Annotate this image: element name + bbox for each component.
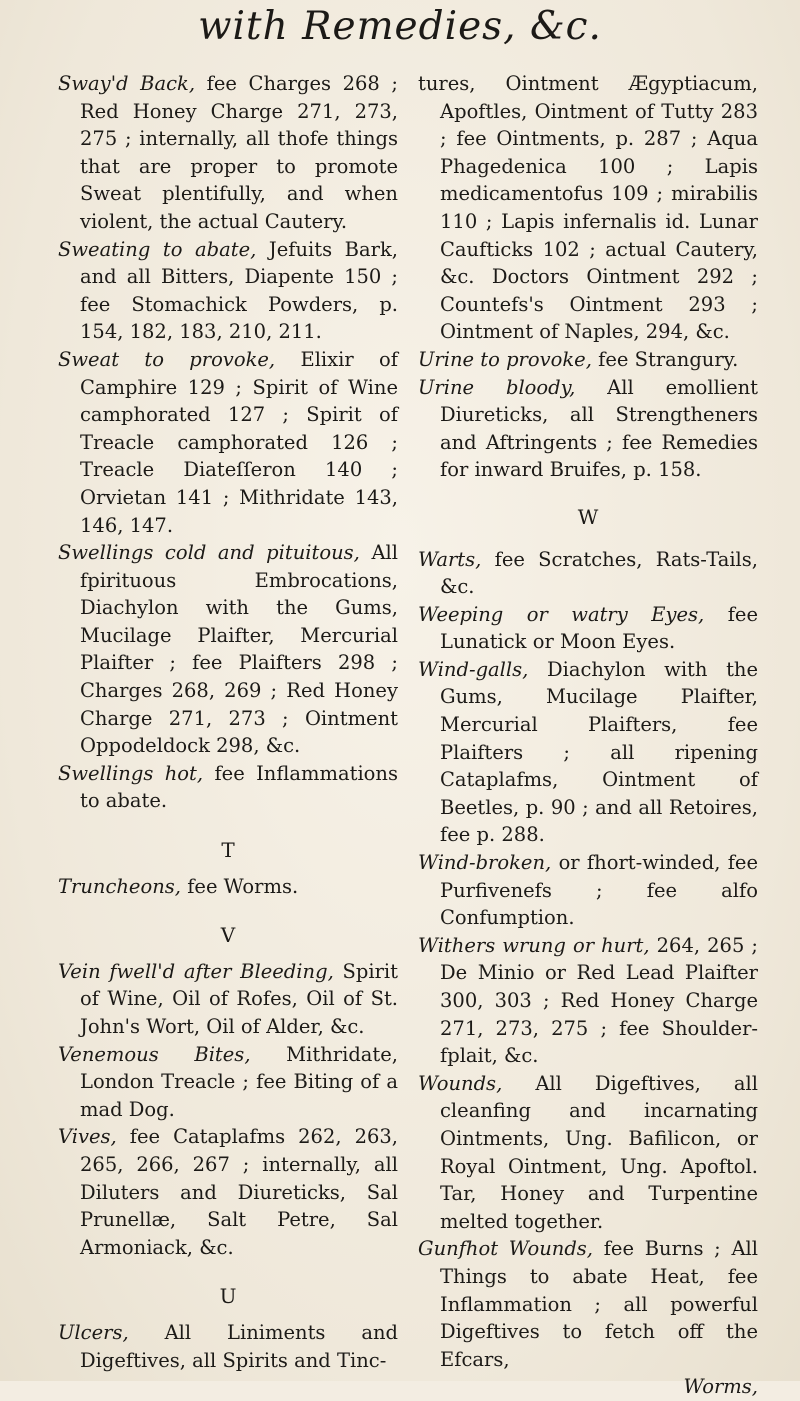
entry-heading: Urine bloody, (418, 375, 576, 399)
index-entry (58, 236, 398, 346)
entry-heading: Venemous Bites, (58, 1042, 251, 1066)
catchword (418, 1373, 758, 1401)
entry-heading: Swellings cold and pituitous, (58, 541, 360, 565)
entry-text: fee Worms. (187, 874, 299, 898)
entry-text: 264, 265 ; De Minio or Red Lead Plaifter 300, 303 ; Red Honey Charge 271, 273, 275 ; fee Shoulder-fplait, &c. (440, 933, 758, 1068)
index-entry (58, 346, 398, 539)
section-letter: W (577, 504, 599, 529)
entry-text: tures, Ointment Ægyptiacum, Apoftles, Ointment of Tutty 283 ; fee Ointments, p. 287 ; Aqua Phagedenica 100 ; Lapis medicamentofus 109 ; mirabilis 110 ; Lapis infernalis id. Lunar Caufticks 102 ; actual Cautery, &c. Doctors Ointment 292 ; Countefs's Ointment 293 ; Ointment of Naples, 294, &c. (418, 72, 758, 344)
entry-text: Spirit of Wine, Oil of Rofes, Oil of St. John's Wort, Oil of Alder, &c. (80, 959, 398, 1038)
entry-text: fee Strangury. (598, 347, 739, 371)
entry-heading: Wind-galls, (418, 657, 529, 681)
entry-text: All emollient Diureticks, all Strengtheners and Aftringents ; fee Remedies for inward Bruifes, p. 158. (440, 375, 758, 482)
entry-text: All fpirituous Embrocations, Diachylon with the Gums, Mucilage Plaifter, Mercurial Plaifter ; fee Plaifters 298 ; Charges 268, 269 ; Red Honey Charge 271, 273 ; Ointment Oppodeldock 298, &c. (80, 541, 398, 758)
entry-text: All Liniments and Digeftives, all Spirits and Tinc- (80, 1320, 398, 1372)
entry-heading: Wind-broken, (418, 851, 552, 875)
right-column (418, 70, 758, 1401)
section-letter: T (221, 838, 235, 863)
index-entry (418, 932, 758, 1070)
index-entry (58, 1319, 398, 1374)
entry-text: All Digeftives, all cleanfing and incarnating Ointments, Ung. Bafilicon, or Royal Ointment, Ung. Apoftol. Tar, Honey and Turpentine melted together. (440, 1071, 758, 1233)
entry-text: fee Inflammations to abate. (80, 761, 398, 813)
index-entry (418, 546, 758, 601)
running-head: with Remedies, &c. (198, 4, 602, 49)
entry-heading: Gunfhot Wounds, (418, 1237, 594, 1261)
index-entry (418, 849, 758, 932)
index-entry (58, 873, 398, 901)
entry-heading: Wounds, (418, 1071, 503, 1095)
entry-heading: Weeping or watry Eyes, (418, 602, 705, 626)
entry-heading: Warts, (418, 547, 482, 571)
left-column (58, 70, 398, 1374)
entry-text: Elixir of Camphire 129 ; Spirit of Wine camphorated 127 ; Spirit of Treacle camphorated 126 ; Treacle Diateſſeron 140 ; Orvietan 141 ; Mithridate 143, 146, 147. (80, 347, 398, 537)
entry-text: or fhort-winded, fee Purfivenefs ; fee alfo Confumption. (440, 851, 759, 930)
entry-heading: Urine to provoke, (418, 347, 592, 371)
index-entry (418, 70, 758, 346)
entry-text: fee Burns ; All Things to abate Heat, fee Inflammation ; all powerful Digeftives to fetch off the Efcars, (440, 1237, 759, 1371)
index-entry (418, 374, 758, 484)
entry-text: Mithridate, London Treacle ; fee Biting of a mad Dog. (80, 1042, 398, 1121)
entry-heading: Vein fwell'd after Bleeding, (58, 959, 334, 983)
entry-text: fee Scratches, Rats-Tails, &c. (440, 547, 758, 599)
index-entry (58, 1041, 398, 1124)
index-entry (58, 539, 398, 760)
index-entry (58, 958, 398, 1041)
section-letter: V (220, 923, 236, 948)
entry-heading: Sweat to provoke, (58, 347, 276, 371)
entry-text: fee Lunatick or Moon Eyes. (440, 602, 758, 654)
entry-heading: Vives, (58, 1125, 117, 1149)
entry-heading: Withers wrung or hurt, (418, 933, 650, 957)
entry-text: fee Charges 268 ; Red Honey Charge 271, 273, 275 ; internally, all thofe things that are proper to promote Sweat plentifully, and when violent, the actual Cautery. (80, 72, 398, 233)
entry-heading: Sway'd Back, (58, 72, 196, 95)
section-letter: U (219, 1284, 237, 1309)
entry-text: fee Cataplafms 262, 263, 265, 266, 267 ; internally, all Diluters and Diureticks, Sal Prunellæ, Salt Petre, Sal Armoniack, &c. (80, 1125, 398, 1259)
index-entry (418, 601, 758, 656)
index-entry (58, 760, 398, 815)
entry-heading: Sweating to abate, (58, 237, 257, 261)
index-entry (418, 656, 758, 849)
entry-text: Diachylon with the Gums, Mucilage Plaifter, Mercurial Plaifters, fee Plaifters ; all ripening Cataplafms, Ointment of Beetles, p. 90 ; and all Retoires, fee p. 288. (440, 657, 759, 847)
index-entry (418, 1235, 758, 1373)
index-entry (58, 1123, 398, 1261)
entry-text: Jefuits Bark, and all Bitters, Diapente 150 ; fee Stomachick Powders, p. 154, 182, 183, 210, 211. (80, 237, 398, 344)
index-entry (58, 70, 398, 236)
entry-heading: Ulcers, (58, 1320, 129, 1344)
index-entry (418, 346, 758, 374)
index-entry (418, 1070, 758, 1236)
entry-text: Worms, (683, 1375, 758, 1399)
entry-heading: Swellings hot, (58, 761, 204, 785)
entry-heading: Truncheons, (58, 874, 181, 898)
